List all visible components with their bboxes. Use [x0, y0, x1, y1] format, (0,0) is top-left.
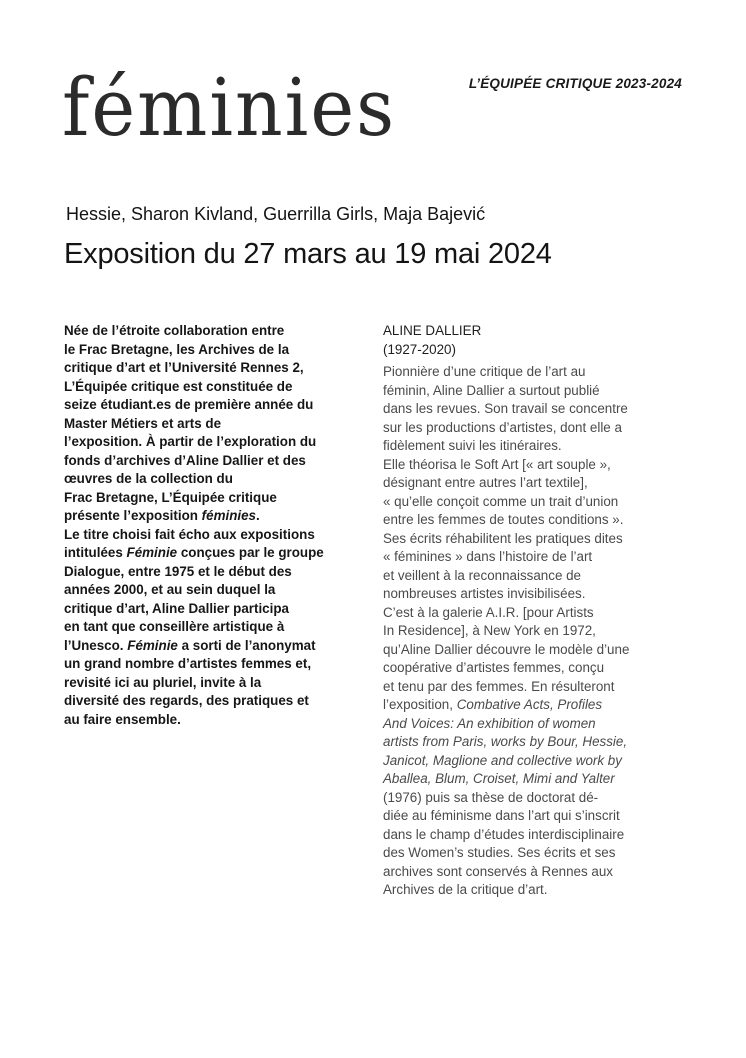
text-fragment: conçues par le groupe [177, 545, 324, 560]
text-line: dans le champ d’études interdisciplinaire [383, 826, 625, 842]
text-line: archives sont conservés à Rennes aux [383, 863, 613, 879]
exhibition-title-line: Aballea, Blum, Croiset, Mimi and Yalter [383, 771, 615, 786]
exhibition-title-feminies: féminies [201, 508, 256, 523]
text-line: coopérative d’artistes femmes, conçu [383, 660, 605, 675]
text-line: au faire ensemble. [64, 711, 181, 727]
text-line: féminin, Aline Dallier a surtout publié [383, 382, 600, 398]
text-line [383, 696, 683, 715]
text-line: critique d’art et l’Université Rennes 2, [64, 360, 304, 375]
feminies-logo: féminies [62, 61, 397, 155]
exhibition-title-line: And Voices: An exhibition of women [383, 715, 596, 731]
artists-list: Hessie, Sharon Kivland, Guerrilla Girls, Maja Bajević [66, 204, 486, 224]
text-line: Archives de la critique d’art. [383, 882, 548, 897]
text-line: l’exposition. À partir de l’exploration du [64, 434, 317, 449]
text-fragment: . [256, 508, 260, 523]
text-line: diée au féminisme dans l’art qui s’inscrit [383, 808, 620, 823]
text-line [64, 507, 364, 526]
text-line: Frac Bretagne, L’Équipée critique [64, 489, 277, 505]
text-line: critique d’art, Aline Dallier participa [64, 600, 289, 616]
text-fragment: présente l’exposition [64, 508, 202, 523]
text-line: Née de l’étroite collaboration entre [64, 323, 285, 338]
text-line: Elle théorisa le Soft Art [« art souple », [383, 456, 611, 472]
text-line: « qu’elle conçoit comme un trait d’union [383, 493, 619, 509]
text-line: le Frac Bretagne, les Archives de la [64, 341, 290, 357]
text-line: dans les revues. Son travail se concentre [383, 401, 628, 416]
text-line: In Residence], à New York en 1972, [383, 623, 596, 638]
text-fragment: l’Unesco. [64, 637, 128, 653]
text-line: et tenu par des femmes. En résulteront [383, 678, 615, 694]
text-line: Master Métiers et arts de [64, 415, 222, 431]
text-line: (1976) puis sa thèse de doctorat dé- [383, 789, 599, 805]
edition-label: L’ÉQUIPÉE CRITIQUE 2023-2024 [468, 76, 682, 91]
text-line: et veillent à la reconnaissance de [383, 567, 582, 583]
text-line: en tant que conseillère artistique à [64, 619, 285, 634]
intro-column [64, 322, 364, 729]
text-line: Le titre choisi fait écho aux expositions [64, 526, 315, 542]
exhibition-title: Combative Acts, Profiles [456, 697, 603, 712]
text-line: L’Équipée critique est constituée de [64, 378, 293, 394]
text-line: Pionnière d’une critique de l’art au [383, 364, 586, 379]
exhibition-title-line: artists from Paris, works by Bour, Hessie, [383, 734, 628, 749]
text-line [64, 544, 364, 563]
text-line: qu’Aline Dallier découvre le modèle d’une [383, 641, 630, 657]
exhibition-dates: Exposition du 27 mars au 19 mai 2024 [64, 238, 552, 270]
text-line: C’est à la galerie A.I.R. [pour Artists [383, 604, 594, 620]
text-line: entre les femmes de toutes conditions ». [383, 512, 624, 527]
exhibition-title-feminie: Féminie [127, 637, 178, 653]
text-line: désignant entre autres l’art textile], [383, 475, 588, 490]
text-line: revisité ici au pluriel, invite à la [64, 674, 262, 690]
text-line: fonds d’archives d’Aline Dallier et des [64, 452, 306, 468]
text-line: sur les productions d’artistes, dont elle a [383, 419, 622, 435]
text-line: un grand nombre d’artistes femmes et, [64, 656, 312, 671]
text-line: des Women’s studies. Ses écrits et ses [383, 845, 616, 860]
exhibition-title-line: Janicot, Maglione and collective work by [383, 752, 622, 768]
text-line: seize étudiant.es de première année du [64, 397, 314, 412]
text-line: diversité des regards, des pratiques et [64, 693, 309, 708]
text-line [64, 637, 364, 656]
exhibition-title-feminie: Féminie [126, 545, 178, 560]
text-line: œuvres de la collection du [64, 471, 233, 486]
text-fragment: a sorti de l’anonymat [177, 637, 316, 653]
text-line: Ses écrits réhabilitent les pratiques dites [383, 530, 623, 546]
biography-column [383, 322, 683, 900]
text-fragment: intitulées [64, 545, 127, 560]
bio-years: (1927-2020) [383, 341, 456, 357]
text-line: « féminines » dans l’histoire de l’art [383, 549, 593, 564]
text-fragment: l’exposition, [383, 697, 457, 712]
text-line: Dialogue, entre 1975 et le début des [64, 563, 292, 579]
text-line: années 2000, et au sein duquel la [64, 582, 276, 597]
text-line: fidèlement suivi les itinéraires. [383, 438, 562, 453]
bio-name: ALINE DALLIER [383, 323, 482, 338]
text-line: nombreuses artistes invisibilisées. [383, 586, 586, 601]
